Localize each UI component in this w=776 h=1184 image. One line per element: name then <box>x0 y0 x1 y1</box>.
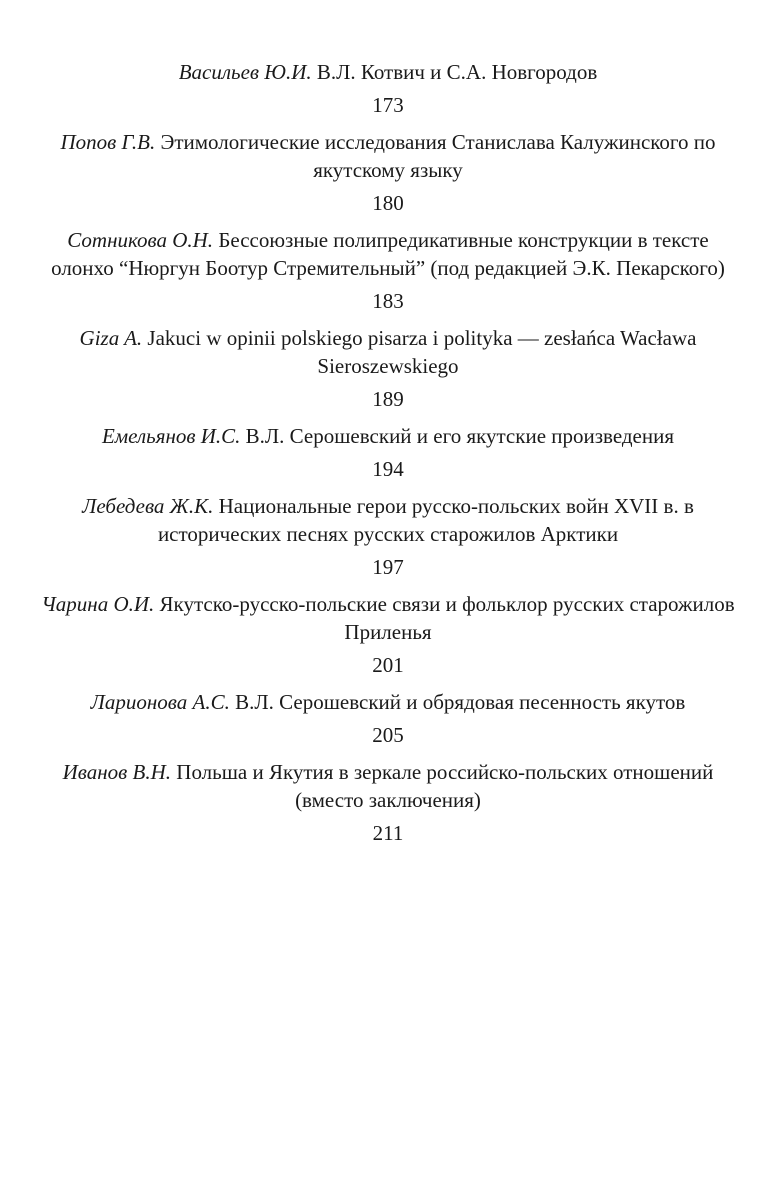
toc-entry-text <box>30 688 746 716</box>
entry-title: Jakuci w opinii polskiego pisarza i polityka — zesłańca Wacława Sieroszewskiego <box>147 326 697 378</box>
entry-author: Емельянов И.С. <box>101 424 241 448</box>
toc-entry <box>30 688 746 749</box>
entry-title: В.Л. Котвич и С.А. Новгородов <box>316 60 598 84</box>
entry-page-number: 173 <box>372 93 404 117</box>
entry-title: В.Л. Серошевский и его якутские произведения <box>245 424 675 448</box>
entry-title: Якутско-русско-польские связи и фольклор русских старожилов Приленья <box>159 592 735 644</box>
entry-author: Чарина О.И. <box>41 592 155 616</box>
toc-entry-text <box>30 128 746 184</box>
entry-page-number: 180 <box>372 191 404 215</box>
entry-author: Васильев Ю.И. <box>178 60 312 84</box>
toc-entry <box>30 758 746 847</box>
entry-page-number: 201 <box>372 653 404 677</box>
toc-entry-text <box>30 422 746 450</box>
toc-entry <box>30 58 746 119</box>
toc-entry-text <box>30 590 746 646</box>
entry-author: Попов Г.В. <box>60 130 156 154</box>
entry-page-number: 194 <box>372 457 404 481</box>
entry-title: Бессоюзные полипредикативные конструкции в тексте олонхо “Нюргун Боотур Стремительный” (под редакцией Э.К. Пекарского) <box>51 228 725 280</box>
entry-title: Польша и Якутия в зеркале российско-польских отношений (вместо заключения) <box>176 760 714 812</box>
entry-title: В.Л. Серошевский и обрядовая песенность якутов <box>235 690 686 714</box>
toc-entry <box>30 590 746 679</box>
entry-author: Giza A. <box>79 326 143 350</box>
entry-page-number: 205 <box>372 723 404 747</box>
entry-title: Национальные герои русско-польских войн XVII в. в исторических песнях русских старожилов Арктики <box>157 494 694 546</box>
entry-page-number: 197 <box>372 555 404 579</box>
toc-entry <box>30 492 746 581</box>
toc-entry-text <box>30 492 746 548</box>
entry-author: Иванов В.Н. <box>62 760 172 784</box>
entry-page-number: 183 <box>372 289 404 313</box>
entry-page-number: 189 <box>372 387 404 411</box>
toc-entry-text <box>30 58 746 86</box>
toc-entry <box>30 324 746 413</box>
toc-entry-text <box>30 226 746 282</box>
toc-entry <box>30 128 746 217</box>
entry-title: Этимологические исследования Станислава Калужинского по якутскому языку <box>160 130 716 182</box>
table-of-contents <box>30 58 746 856</box>
entry-author: Лебедева Ж.К. <box>82 494 214 518</box>
entry-page-number: 211 <box>372 821 404 845</box>
toc-entry <box>30 226 746 315</box>
toc-entry <box>30 422 746 483</box>
entry-author: Сотникова О.Н. <box>67 228 214 252</box>
entry-author: Ларионова А.С. <box>90 690 230 714</box>
toc-entry-text <box>30 758 746 814</box>
toc-entry-text <box>30 324 746 380</box>
